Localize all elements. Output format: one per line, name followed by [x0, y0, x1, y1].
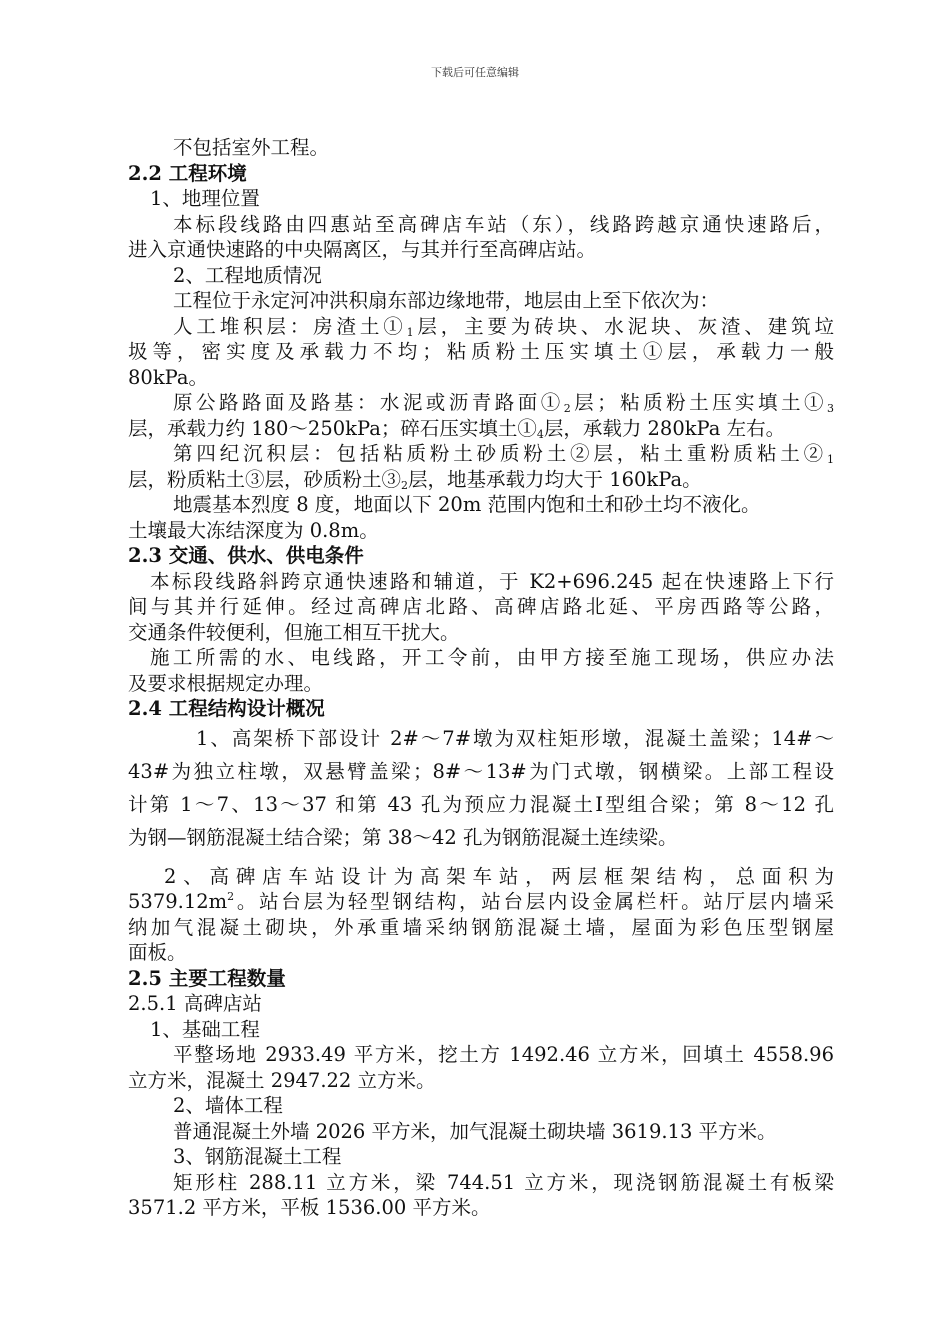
text-run: 5379.12m [128, 890, 228, 913]
paragraph-line [128, 390, 834, 416]
paragraph-line: 交通条件较便利，但施工相互干扰大。 [128, 620, 460, 644]
page-header-note: 下载后可任意编辑 [431, 66, 519, 79]
paragraph-line: 进入京通快速路的中央隔离区，与其并行至高碑店站。 [128, 238, 597, 261]
paragraph-line [128, 314, 834, 340]
paragraph-line [128, 889, 834, 915]
subscript: 1 [406, 325, 414, 339]
text-run: 层，地基承载力均大于 160kPa。 [408, 467, 702, 491]
subsection-title: 1、地理位置 [150, 187, 260, 210]
paragraph-line: 80kPa。 [128, 365, 208, 389]
paragraph-line: 工程位于永定河冲洪积扇东部边缘地带，地层由上至下依次为： [173, 289, 720, 312]
paragraph-line: 2、高碑店车站设计为高架车站，两层框架结构，总面积为 [164, 864, 834, 888]
text-run: 。站台层为轻型钢结构，站台层内设金属栏杆。站厅层内墙采 [234, 890, 834, 913]
paragraph-line: 本标段线路斜跨京通快速路和辅道，于 K2+696.245 起在快速路上下行 [150, 569, 834, 593]
text-run: 原公路路面及路基：水泥或沥青路面① [173, 391, 564, 414]
subscript: 3 [826, 402, 834, 415]
text-run: 层，粉质粘土③层，砂质粉土③ [128, 467, 402, 491]
paragraph-line: 间与其并行延伸。经过高碑店北路、高碑店路北延、平房西路等公路， [128, 595, 834, 618]
subsection-title: 1、基础工程 [150, 1017, 260, 1041]
paragraph-line: 地震基本烈度 8 度，地面以下 20m 范围内饱和土和砂土均不液化。 [173, 493, 761, 516]
paragraph-line: 1、高架桥下部设计 2#～7#墩为双柱矩形墩，混凝土盖梁；14#～ [196, 726, 834, 750]
paragraph-spacer [128, 854, 834, 864]
section-heading: 2.4 工程结构设计概况 [128, 697, 325, 720]
paragraph-line: 不包括室外工程。 [173, 136, 330, 159]
paragraph-line: 施工所需的水、电线路，开工令前，由甲方接至施工现场，供应办法 [150, 646, 834, 669]
subscript: 2 [401, 478, 409, 492]
paragraph-line: 43#为独立柱墩，双悬臂盖梁；8#～13#为门式墩，钢横梁。上部工程设 [128, 759, 834, 783]
text-run: 层；粘质粉土压实填土① [570, 391, 827, 414]
subsection-title: 3、钢筋混凝土工程 [173, 1145, 342, 1168]
paragraph-line [128, 441, 834, 467]
text-run: 层，主要为砖块、水泥块、灰渣、建筑垃 [413, 314, 834, 338]
paragraph-line: 面板。 [128, 941, 187, 964]
paragraph-line [128, 416, 834, 442]
section-heading: 2.5 主要工程数量 [128, 966, 286, 990]
paragraph-line: 圾等，密实度及承载力不均；粘质粉土压实填土①层，承载力一般 [128, 340, 834, 363]
subscript: 4 [536, 427, 544, 441]
paragraph-line: 3571.2 平方米，平板 1536.00 平方米。 [128, 1196, 491, 1219]
document-body [128, 135, 834, 1221]
text-run: 第四纪沉积层：包括粘质粉土砂质粉土②层，粘土重粉质粘土② [173, 442, 827, 465]
section-heading: 2.3 交通、供水、供电条件 [128, 544, 364, 567]
section-heading: 2.2 工程环境 [128, 161, 247, 185]
subscript: 2 [563, 402, 571, 415]
paragraph-line: 为钢—钢筋混凝土结合梁；第 38～42 孔为钢筋混凝土连续梁。 [128, 825, 678, 849]
paragraph-line: 计第 1～7、13～37 和第 43 孔为预应力混凝土Ⅰ型组合梁；第 8～12 孔 [128, 792, 834, 816]
paragraph-line [128, 467, 834, 493]
paragraph-line: 及要求根据规定办理。 [128, 671, 324, 695]
paragraph-line: 普通混凝土外墙 2026 平方米，加气混凝土砌块墙 3619.13 平方米。 [173, 1119, 777, 1143]
text-run: 层，承载力 280kPa 左右。 [543, 416, 786, 440]
paragraph-line: 本标段线路由四惠站至高碑店车站（东），线路跨越京通快速路后， [173, 212, 834, 236]
superscript: 2 [227, 890, 235, 903]
subsection-title: 2、工程地质情况 [173, 263, 322, 287]
paragraph-line: 土壤最大冻结深度为 0.8m。 [128, 518, 379, 542]
text-run: 层，承载力约 180～250kPa；碎石压实填土① [128, 416, 537, 440]
paragraph-line: 平整场地 2933.49 平方米，挖土方 1492.46 立方米，回填土 4558.96 [173, 1043, 834, 1066]
text-run: 人工堆积层：房渣土① [173, 314, 407, 338]
subsection-title: 2、墙体工程 [173, 1094, 283, 1117]
paragraph-line: 纳加气混凝土砌块，外承重墙采纳钢筋混凝土墙，屋面为彩色压型钢屋 [128, 915, 834, 939]
subscript: 1 [827, 453, 834, 466]
paragraph-line: 矩形柱 288.11 立方米，梁 744.51 立方米，现浇钢筋混凝土有板梁 [173, 1170, 834, 1194]
subsection-heading: 2.5.1 高碑店站 [128, 992, 262, 1015]
paragraph-line: 立方米，混凝土 2947.22 立方米。 [128, 1068, 436, 1092]
